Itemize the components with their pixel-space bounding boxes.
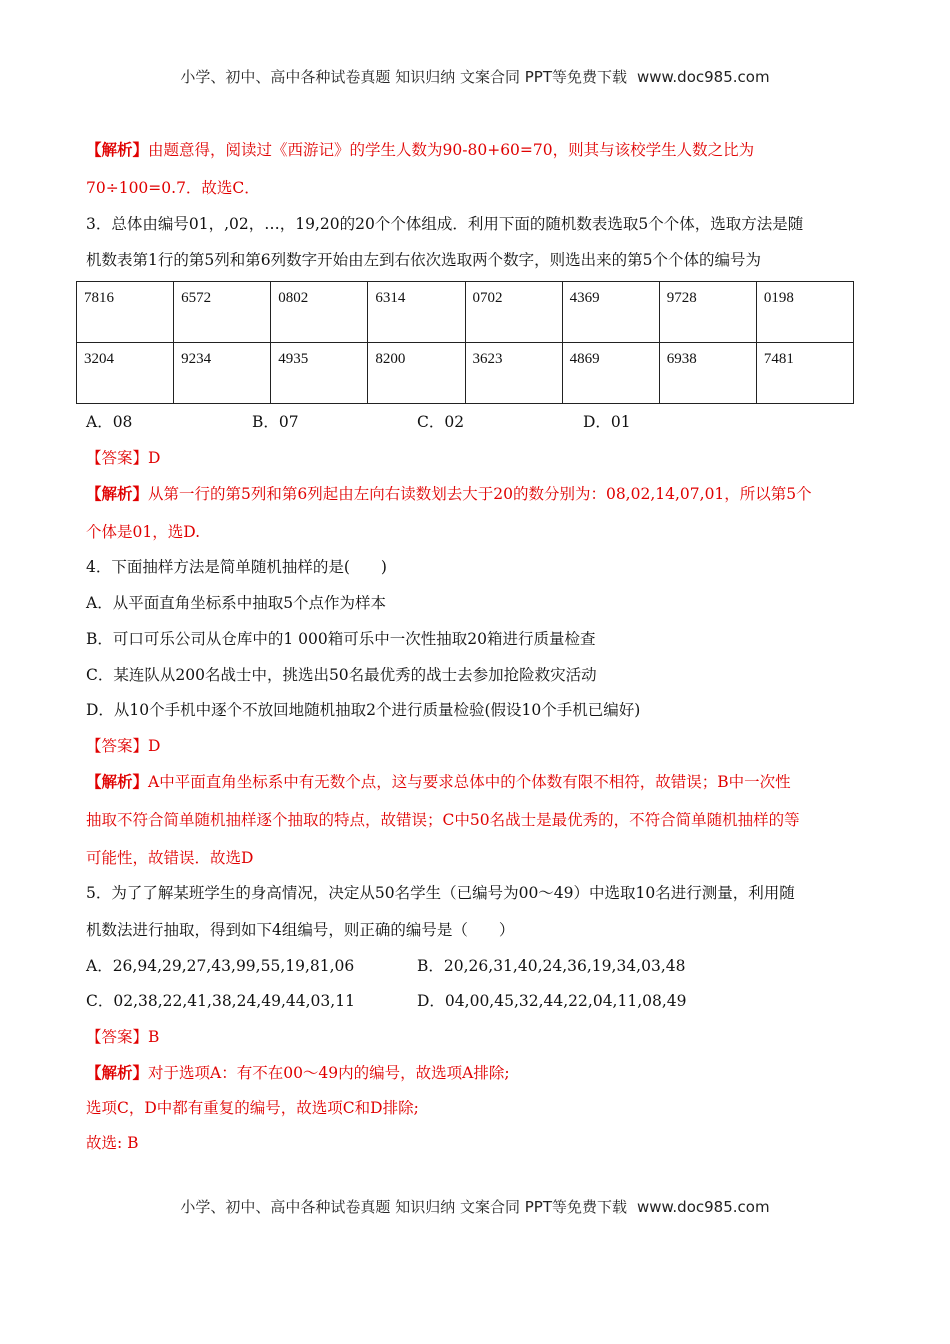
page-header — [0, 66, 950, 87]
header-text: 小学、初中、高中各种试卷真题 知识归纳 文案合同 PPT等免费下载 — [180, 68, 627, 86]
table-cell: 6314 — [368, 282, 465, 343]
q3-stem-line2: 机数表第1行的第5列和第6列数字开始由左到右依次选取两个数字，则选出来的第5个个体的编号为 — [86, 251, 761, 269]
footer-site: www.doc985.com — [636, 1198, 770, 1216]
q3-option-a: A．08 — [86, 413, 133, 431]
table-cell: 4935 — [271, 343, 368, 404]
q4-analysis-line3: 可能性，故错误．故选D — [86, 849, 254, 867]
q4-option-c: C．某连队从200名战士中，挑选出50名最优秀的战士去参加抢险救灾活动 — [86, 666, 597, 684]
q2-analysis-line2: 70÷100=0.7．故选C． — [86, 179, 260, 197]
table-cell: 3204 — [77, 343, 174, 404]
q3-analysis-line2: 个体是01，选D. — [86, 523, 201, 541]
analysis-text: 由题意得，阅读过《西游记》的学生人数为90-80+60=70，则其与该校学生人数之比为 — [148, 141, 755, 159]
table-row — [77, 343, 854, 404]
q2-analysis-line1 — [86, 138, 754, 160]
q4-analysis-line1 — [86, 770, 791, 792]
q5-option-a: A．26,94,29,27,43,99,55,19,81,06 — [86, 957, 355, 975]
table-cell: 3623 — [465, 343, 562, 404]
analysis-tag: 【解析】 — [86, 140, 149, 159]
q4-stem: 4．下面抽样方法是简单随机抽样的是( ) — [86, 558, 387, 576]
random-number-table — [76, 281, 854, 404]
table-cell: 0802 — [271, 282, 368, 343]
table-cell: 9728 — [659, 282, 756, 343]
q4-analysis-line2: 抽取不符合简单随机抽样逐个抽取的特点，故错误；C中50名战士是最优秀的，不符合简单随机抽样的等 — [86, 811, 800, 829]
q3-analysis-line1 — [86, 482, 812, 504]
table-cell: 4369 — [562, 282, 659, 343]
table-cell: 0198 — [756, 282, 853, 343]
header-site: www.doc985.com — [636, 68, 770, 86]
analysis-text: 对于选项A：有不在00～49内的编号，故选项A排除; — [148, 1064, 510, 1082]
table-cell: 7481 — [756, 343, 853, 404]
table-cell: 9234 — [174, 343, 271, 404]
q5-stem-line2: 机数法进行抽取，得到如下4组编号，则正确的编号是（ ） — [86, 921, 515, 939]
analysis-tag: 【解析】 — [86, 772, 149, 791]
table-cell: 8200 — [368, 343, 465, 404]
q3-option-c: C．02 — [417, 413, 465, 431]
q5-analysis-line1 — [86, 1061, 510, 1083]
table-cell: 4869 — [562, 343, 659, 404]
footer-text: 小学、初中、高中各种试卷真题 知识归纳 文案合同 PPT等免费下载 — [180, 1198, 627, 1216]
analysis-tag: 【解析】 — [86, 1063, 149, 1082]
analysis-text: 从第一行的第5列和第6列起由左向右读数划去大于20的数分别为：08,02,14,07,01，所以第5个 — [148, 485, 812, 503]
table-cell: 7816 — [77, 282, 174, 343]
q3-stem-line1: 3．总体由编号01，,02，…，19,20的20个个体组成．利用下面的随机数表选取5个个体，选取方法是随 — [86, 215, 804, 233]
q4-option-b: B．可口可乐公司从仓库中的1 000箱可乐中一次性抽取20箱进行质量检查 — [86, 630, 596, 648]
q5-analysis-line3: 故选: B — [86, 1134, 139, 1152]
table-row — [77, 282, 854, 343]
q3-option-b: B．07 — [252, 413, 299, 431]
q4-answer: 【答案】D — [86, 737, 161, 755]
table-cell: 6938 — [659, 343, 756, 404]
q5-option-d: D．04,00,45,32,44,22,04,11,08,49 — [417, 992, 687, 1010]
q5-stem-line1: 5．为了了解某班学生的身高情况，决定从50名学生（已编号为00～49）中选取10名进行测量，利用随 — [86, 884, 795, 902]
analysis-text: A中平面直角坐标系中有无数个点，这与要求总体中的个体数有限不相符，故错误；B中一次性 — [148, 773, 791, 791]
q5-answer: 【答案】B — [86, 1028, 160, 1046]
table-cell: 0702 — [465, 282, 562, 343]
q5-option-c: C．02,38,22,41,38,24,49,44,03,11 — [86, 992, 355, 1010]
q5-analysis-line2: 选项C，D中都有重复的编号，故选项C和D排除; — [86, 1099, 419, 1117]
page-footer — [0, 1196, 950, 1217]
q3-answer: 【答案】D — [86, 449, 161, 467]
q4-option-a: A．从平面直角坐标系中抽取5个点作为样本 — [86, 594, 387, 612]
q5-option-b: B．20,26,31,40,24,36,19,34,03,48 — [417, 957, 686, 975]
q3-option-d: D．01 — [583, 413, 631, 431]
q4-option-d: D．从10个手机中逐个不放回地随机抽取2个进行质量检验(假设10个手机已编好) — [86, 701, 641, 719]
analysis-tag: 【解析】 — [86, 484, 149, 503]
table-cell: 6572 — [174, 282, 271, 343]
